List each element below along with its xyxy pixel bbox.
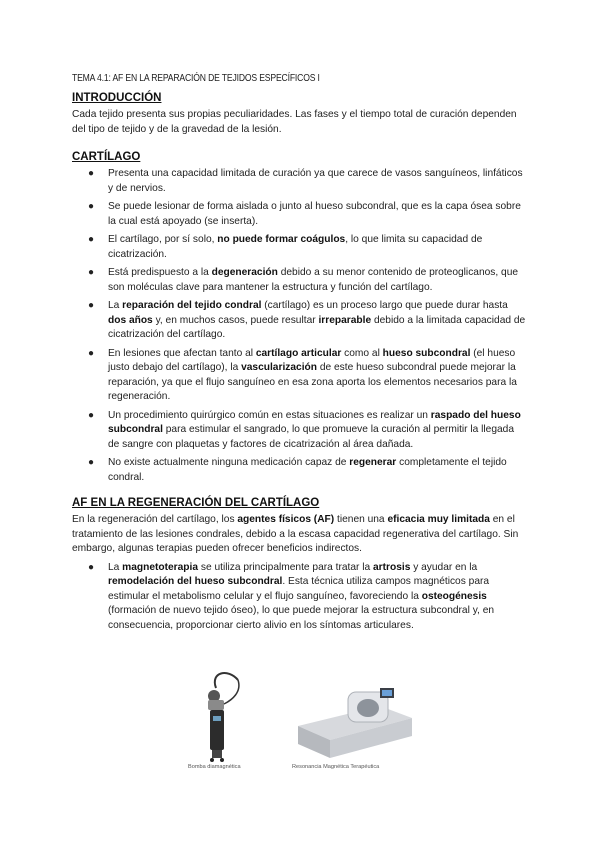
text-run: Está predispuesto a la	[108, 267, 212, 278]
list-item	[72, 347, 528, 405]
list-item	[72, 299, 528, 343]
list-item	[72, 200, 528, 229]
intro-heading: INTRODUCCIÓN	[72, 92, 162, 104]
text-run: tienen una	[334, 514, 388, 525]
bold-text: eficacia muy limitada	[387, 514, 490, 525]
document-page	[72, 72, 528, 645]
bold-text: cartílago articular	[255, 347, 342, 359]
bold-text: magnetoterapia	[122, 561, 199, 573]
list-item	[72, 561, 528, 634]
text-run: En lesiones que afectan tanto al	[108, 347, 256, 359]
equipment-illustration	[180, 666, 420, 776]
bold-text: hueso subcondral	[382, 347, 471, 359]
list-item	[72, 456, 528, 485]
af-intro-paragraph	[72, 513, 528, 557]
text-run: El cartílago, por sí solo,	[108, 234, 218, 245]
list-item	[72, 167, 528, 196]
diamagnetic-pump-image	[208, 673, 239, 762]
cartilago-bullet-list	[72, 167, 528, 485]
cartilago-heading: CARTÍLAGO	[72, 151, 141, 163]
text-run: Un procedimiento quirúrgico común en estas situaciones es realizar un	[108, 409, 431, 421]
bullet-icon: ●	[88, 409, 95, 421]
af-heading: AF EN LA REGENERACIÓN DEL CARTÍLAGO	[72, 497, 320, 509]
bold-text: artrosis	[373, 561, 411, 573]
therapeutic-mri-image	[298, 688, 412, 758]
list-item	[72, 409, 528, 453]
bullet-icon: ●	[88, 561, 95, 573]
text-run: y, en muchos casos, puede resultar	[152, 314, 319, 326]
text-run: debido a la limitada capacidad de cicatrización del cartílago.	[108, 314, 526, 340]
document-title: TEMA 4.1: AF EN LA REPARACIÓN DE TEJIDOS ESPECÍFICOS I	[72, 72, 320, 84]
bold-text: regenerar	[349, 457, 397, 468]
equipment-figure	[180, 666, 420, 776]
bullet-icon: ●	[88, 267, 95, 278]
text-run: Se puede lesionar de forma aislada o junto al hueso subcondral, que es la capa ósea sobre la cual está apoyado (se inserta).	[108, 201, 521, 227]
bold-text: no puede formar coágulos	[217, 234, 346, 245]
bold-text: reparación del tejido condral	[122, 300, 262, 311]
af-bullet-list	[72, 561, 528, 634]
figure-caption-mri: Resonancia Magnética Terapéutica	[292, 764, 380, 770]
text-run: En la regeneración del cartílago, los	[72, 514, 238, 525]
text-run: en el tratamiento de las lesiones condrales, debido a la escasa capacidad regenerativa del cartílago. Sin embargo, algunas terapias pueden ofrecer beneficios indirectos.	[72, 514, 519, 554]
intro-paragraph: Cada tejido presenta sus propias peculiaridades. Las fases y el tiempo total de curación dependen del tipo de tejido y de la gravedad de la lesión.	[72, 109, 517, 135]
text-run: La	[108, 300, 123, 311]
list-item	[72, 233, 528, 262]
list-item	[72, 266, 528, 295]
bold-text: remodelación del hueso subcondral	[108, 576, 283, 587]
text-run: , lo que limita su capacidad de cicatrización.	[108, 234, 483, 260]
bold-text: irreparable	[318, 314, 372, 326]
bold-text: agentes físicos (AF)	[237, 514, 335, 525]
bullet-icon: ●	[88, 201, 95, 212]
text-run: La	[108, 561, 123, 573]
bold-text: raspado del hueso subcondral	[108, 409, 521, 435]
bullet-icon: ●	[88, 300, 95, 311]
bullet-icon: ●	[88, 234, 95, 245]
figure-caption-pump: Bomba diamagnética	[188, 764, 241, 770]
text-run: y ayudar en la	[410, 561, 478, 573]
text-run: completamente el tejido condral.	[108, 457, 507, 483]
text-run: No existe actualmente ninguna medicación capaz de	[108, 457, 350, 468]
text-run: debido a su menor contenido de proteoglicanos, que son moléculas clave para mantener la estructura y función del cartílago.	[108, 267, 519, 293]
bold-text: degeneración	[211, 267, 278, 278]
text-run: (cartílago) es un proceso largo que puede durar hasta	[261, 300, 508, 311]
text-run: (formación de nuevo tejido óseo), lo que puede mejorar la estructura subcondral y, en consecuencia, proporcionar cierto alivio en los síntomas articulares.	[108, 605, 495, 631]
text-run: como al	[341, 347, 383, 359]
bold-text: dos años	[108, 314, 153, 326]
bold-text: vascularización	[241, 362, 317, 373]
bullet-icon: ●	[88, 347, 95, 359]
text-run: para estimular el sangrado, lo que promueve la curación al permitir la llegada de sangre con plaquetas y factores de cicatrización al área dañada.	[108, 424, 515, 450]
bullet-icon: ●	[88, 168, 95, 179]
text-run: Presenta una capacidad limitada de curación ya que carece de vasos sanguíneos, linfáticos y de nervios.	[108, 168, 523, 194]
text-run: . Esta técnica utiliza campos magnéticos para estimular el metabolismo celular y el flujo sanguíneo, favoreciendo la	[108, 576, 490, 602]
text-run: (el hueso justo debajo del cartílago), la	[108, 347, 516, 373]
bold-text: osteogénesis	[421, 590, 487, 602]
text-run: se utiliza principalmente para tratar la	[198, 561, 373, 573]
bullet-icon: ●	[88, 457, 95, 468]
text-run: de este hueso subcondral puede mejorar la reparación, ya que el flujo sanguíneo en esa zona aporta los elementos necesarios para la regeneración.	[108, 362, 517, 402]
